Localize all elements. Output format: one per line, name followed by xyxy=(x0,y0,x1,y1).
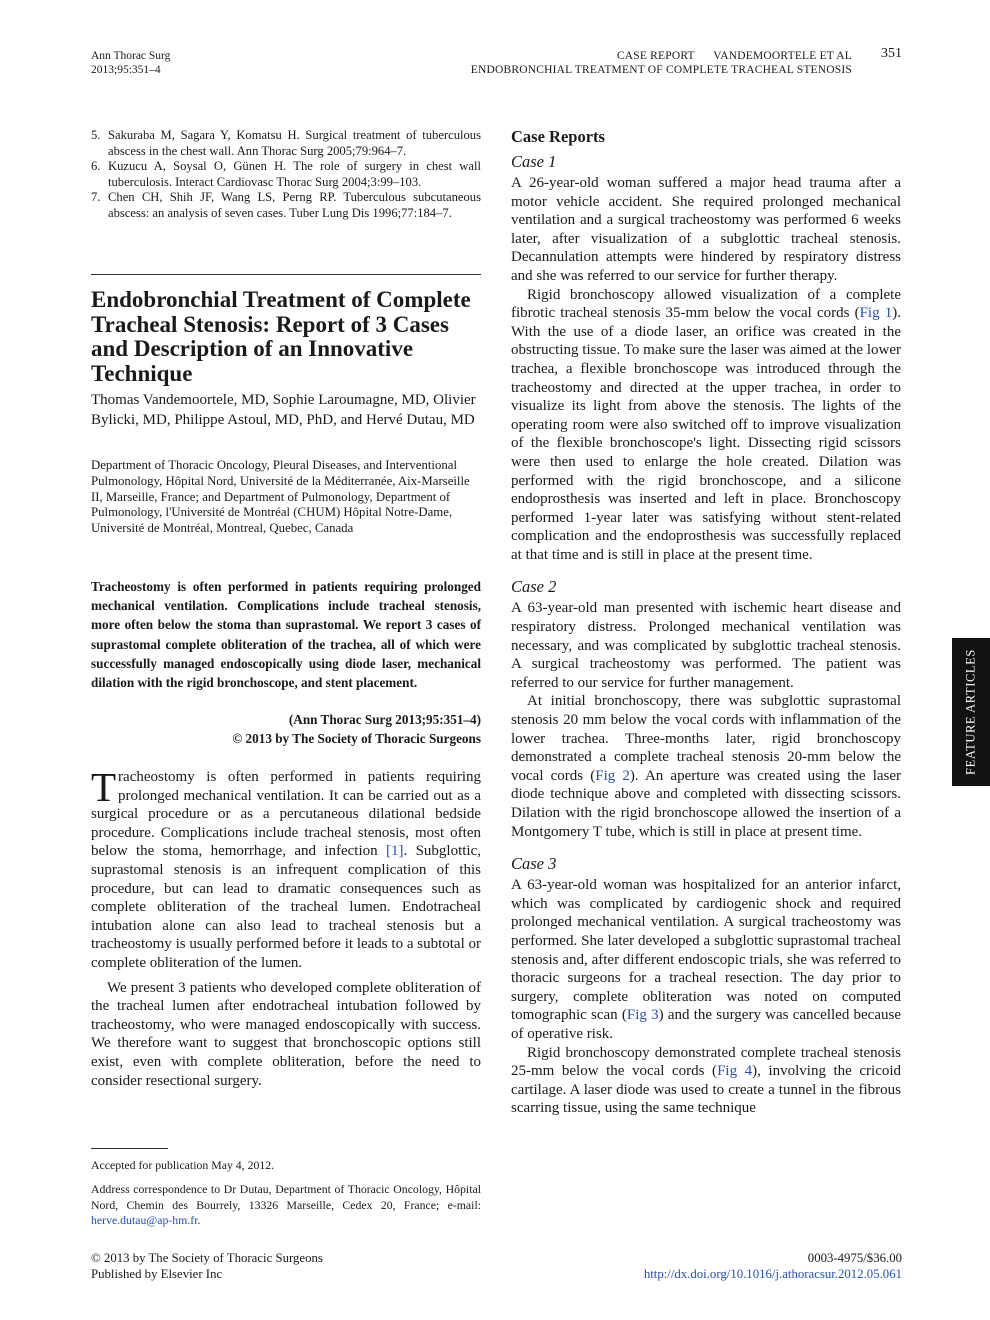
case-2-paragraph-1: A 63-year-old man presented with ischemic heart disease and respiratory distress. Prolonged mechanical ventilation was necessary, and was complicated by subglottic tracheal stenosis. A surgical tracheostomy was performed. The patient was referred to our service for further management. xyxy=(511,600,901,691)
figure-link[interactable]: Fig 3 xyxy=(626,1007,659,1024)
article-type: CASE REPORT xyxy=(616,50,695,62)
journal-name: Ann Thorac Surg xyxy=(91,50,171,62)
side-tab-label: FEATURE ARTICLES xyxy=(963,649,978,775)
accepted-note: Accepted for publication May 4, 2012. xyxy=(91,1158,275,1172)
doi-link[interactable]: http://dx.doi.org/10.1016/j.athoracsur.2012.05.061 xyxy=(643,1266,902,1281)
running-head-left xyxy=(91,49,170,77)
article-title: Endobronchial Treatment of Complete Tracheal Stenosis: Report of 3 Cases and Description of an Innovative Technique xyxy=(91,287,471,386)
case-3-heading: Case 3 xyxy=(511,854,557,874)
footer-publisher: Published by Elsevier Inc xyxy=(91,1266,223,1281)
citation: (Ann Thorac Surg 2013;95:351–4) xyxy=(288,712,481,727)
issn-price: 0003-4975/$36.00 xyxy=(807,1251,902,1265)
case-1-heading: Case 1 xyxy=(511,152,557,171)
footer-right xyxy=(600,1251,902,1282)
author-affiliation: Department of Thoracic Oncology, Pleural Diseases, and Interventional Pulmonology, Hôpital Nord, Université de la Méditerranée, Aix-Marseille II, Marseille, France; and Department of Pulmonology, Department of Pulmonology, l'Université de Montréal (CHUM) Hôpital Notre-Dame, Université de Montréal, Montreal, Quebec, Canada xyxy=(91,458,470,536)
introduction xyxy=(91,764,481,1090)
reference-item: 5. Sakuraba M, Sagara Y, Komatsu H. Surgical treatment of tuberculous abscess in the chest wall. Ann Thorac Surg 2005;79:964–7. xyxy=(91,128,481,158)
section-divider xyxy=(91,274,481,275)
case-2-paragraph-2: At initial bronchoscopy, there was subglottic suprastomal stenosis 20 mm below the vocal cords with inflammation of the lower trachea. Three-months later, rigid bronchoscopy demonstrated a complete tracheal stenosis 20-mm below the vocal cords (Fig 2). An aperture was created using the laser diode technique above and completed with dissecting scissors. Dilation with the rigid bronchoscope allowed the insertion of a Montgomery T tube, which is still in place at present time. xyxy=(511,693,902,840)
reference-list xyxy=(91,128,481,221)
figure-link[interactable]: Fig 4 xyxy=(717,1063,753,1080)
abstract: Tracheostomy is often performed in patients requiring prolonged mechanical ventilation. Complications include tracheal stenosis, more often below the stoma than suprastomal. We report 3 cases of suprastomal complete obliteration of the trachea, all of which were successfully managed endoscopically using diode laser, mechanical dilation with the rigid bronchoscope, and stent placement. xyxy=(91,579,481,691)
intro-paragraph-2: We present 3 patients who developed complete obliteration of the tracheal lumen after endotracheal intubation followed by tracheostomy, who were managed endoscopically with success. We therefore want to suggest that bronchoscopic options still exist, even with complete obliteration, before the need to consider resectional surgery. xyxy=(91,979,481,1089)
section-heading: Case Reports xyxy=(511,127,605,146)
reference-item: 6. Kuzucu A, Soysal O, Günen H. The role of surgery in chest wall tuberculosis. Interact Cardiovasc Thorac Surg 2004;3:99–103. xyxy=(91,159,481,189)
reference-link[interactable]: [1] xyxy=(385,843,404,860)
case-3-paragraph-1: A 63-year-old woman was hospitalized for an anterior infarct, which was complicated by cardiogenic shock and required prolonged mechanical ventilation. A surgical tracheostomy was performed. She later developed a subglottic suprastomal tracheal stenosis and, after different endoscopic trials, she was referred to thoracic surgeons for a tracheal resection. The day prior to surgery, complete obliteration was noted on computed tomographic scan (Fig 3) and the surgery was cancelled because of operative risk. xyxy=(511,877,901,1042)
case-3-paragraph-2: Rigid bronchoscopy demonstrated complete tracheal stenosis 25-mm below the vocal cords (Fig 4), involving the cricoid cartilage. A laser diode was used to create a tunnel in the fibrous scarring tissue, using the same technique xyxy=(511,1044,902,1117)
footer-left xyxy=(91,1251,323,1282)
article-copyright: © 2013 by The Society of Thoracic Surgeons xyxy=(232,731,481,746)
journal-volume: 2013;95:351–4 xyxy=(91,64,161,76)
footnote-divider xyxy=(91,1148,168,1149)
article-authors: Thomas Vandemoortele, MD, Sophie Laroumagne, MD, Olivier Bylicki, MD, Philippe Astoul, MD, PhD, and Hervé Dutau, MD xyxy=(91,392,476,428)
running-authors: VANDEMOORTELE ET AL xyxy=(713,50,852,62)
case-2-heading: Case 2 xyxy=(511,577,557,597)
correspondence-note: Address correspondence to Dr Dutau, Department of Thoracic Oncology, Hôpital Nord, Chemin des Bourrely, 13326 Marseille, Cedex 20, France; e-mail: herve.dutau@ap-hm.fr. xyxy=(91,1182,481,1227)
case-1-paragraph-1: A 26-year-old woman suffered a major head trauma after a motor vehicle accident. She required prolonged mechanical ventilation and a surgical tracheostomy was performed 6 weeks later, after visualization of a subglottic tracheal stenosis. Decannulation attempts were hindered by respiratory distress and she was referred to our service for further therapy. xyxy=(511,175,901,284)
intro-paragraph-1: Tracheostomy is often performed in patients requiring prolonged mechanical ventilation. It can be carried out as a surgical procedure or as a percutaneous dilational bedside procedure. Complications include tracheal stenosis, most often below the stoma, hemorrhage, and infection [1]. Subglottic, suprastomal stenosis is an infrequent complication of this procedure, but can lead to dramatic consequences such as complete obliteration of the tracheal lumen. Endotracheal intubation alone can also lead to tracheal stenosis but a tracheostomy is usually performed before it leads to a subtotal or complete obliteration of the lumen. xyxy=(91,764,481,971)
figure-link[interactable]: Fig 2 xyxy=(595,767,630,784)
case-1-paragraph-2: Rigid bronchoscopy allowed visualization of a complete fibrotic tracheal stenosis 35-mm below the vocal cords (Fig 1). With the use of a diode laser, an orifice was created in the obstructing tissue. To make sure the laser was aimed at the lower trachea, a flexible bronchoscope was introduced through the tracheostomy and directed at the upper trachea, in order to visualize its light from above the stenosis. The lights of the operating room were also switched off to improve visualization of the flexible bronchoscope's light. Dissecting rigid scissors were then used to enlarge the hole created. Dilation was performed with the rigid bronchoscope, and a silicone endoprosthesis was inserted and left in place. Bronchoscopy performed 1-year later was satisfying without stent-related complication and the endoprosthesis was successfully replaced at that time and is still in place at the present time. xyxy=(511,286,901,563)
footer-copyright: © 2013 by The Society of Thoracic Surgeons xyxy=(91,1251,323,1265)
running-title: ENDOBRONCHIAL TREATMENT OF COMPLETE TRACHEAL STENOSIS xyxy=(470,64,852,76)
case-reports-column xyxy=(511,126,901,1118)
drop-cap: T xyxy=(91,764,117,810)
email-link[interactable]: herve.dutau@ap-hm.fr xyxy=(91,1213,198,1227)
figure-link[interactable]: Fig 1 xyxy=(859,305,893,322)
reference-item: 7. Chen CH, Shih JF, Wang LS, Perng RP. Tuberculous subcutaneous abscess: an analysis of seven cases. Tuber Lung Dis 1996;77:184–7. xyxy=(91,190,481,220)
running-head-right xyxy=(420,49,852,77)
section-side-tab xyxy=(952,638,990,786)
page-number: 351 xyxy=(881,46,902,61)
